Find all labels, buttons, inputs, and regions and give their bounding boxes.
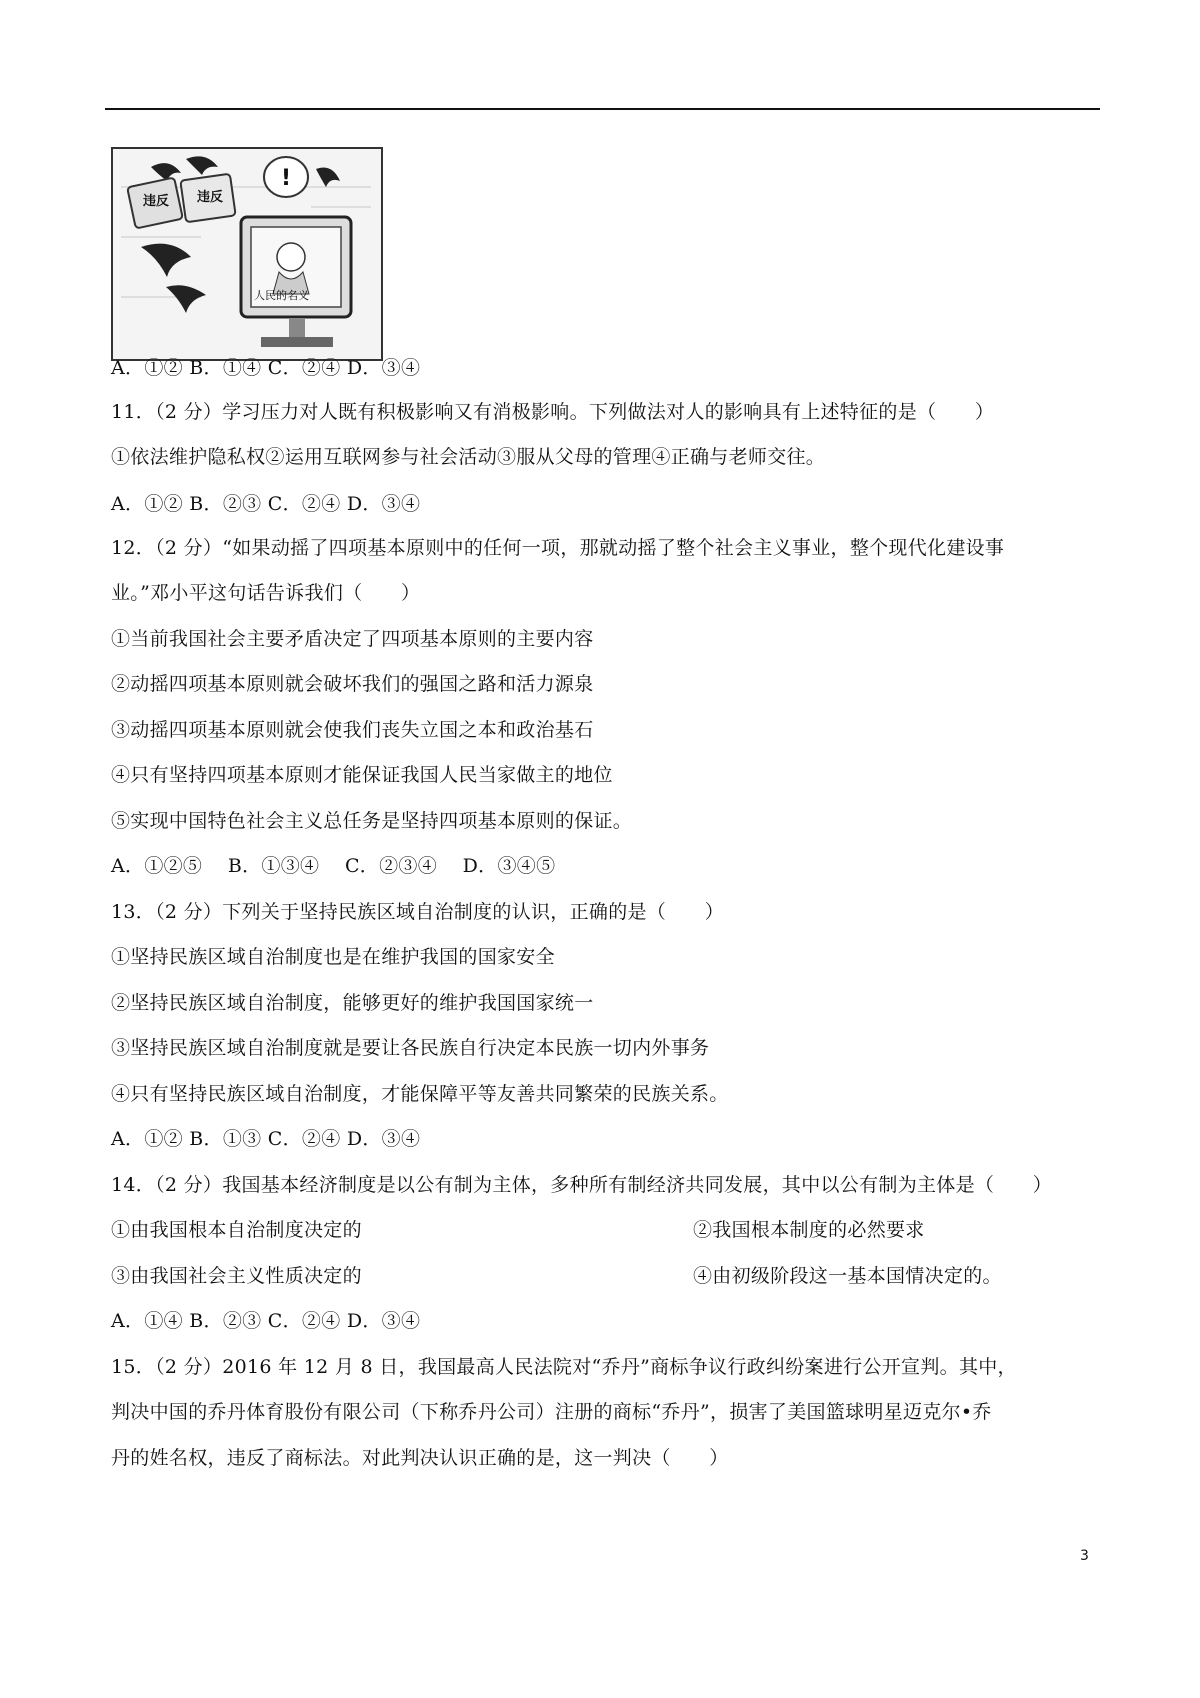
q13-item-2: ②坚持民族区域自治制度，能够更好的维护我国国家统一 xyxy=(111,992,594,1014)
q14-row-2 xyxy=(111,1263,1002,1289)
q13-stem: 13．（2 分）下列关于坚持民族区域自治制度的认识，正确的是（ ） xyxy=(111,901,725,923)
q14-item-1: ①由我国根本自治制度决定的 xyxy=(111,1219,362,1241)
header-rule xyxy=(105,108,1100,110)
cartoon-svg xyxy=(111,147,383,361)
q13-item-4: ④只有坚持民族区域自治制度，才能保障平等友善共同繁荣的民族关系。 xyxy=(111,1083,729,1105)
page-number: 3 xyxy=(1080,1548,1089,1564)
q12-item-3: ③动摇四项基本原则就会使我们丧失立国之本和政治基石 xyxy=(111,719,594,741)
q11-stem: 11．（2 分）学习压力对人既有积极影响又有消极影响。下列做法对人的影响具有上述特征的是（ ） xyxy=(111,401,995,423)
q12-options: A．①②⑤ B．①③④ C．②③④ D．③④⑤ xyxy=(111,855,556,877)
q15-line-1: 15．（2 分）2016 年 12 月 8 日，我国最高人民法院对“乔丹”商标争议行政纠纷案进行公开宣判。其中， xyxy=(111,1356,1017,1378)
book-label-1: 违反 xyxy=(143,194,170,209)
q14-item-4: ④由初级阶段这一基本国情决定的。 xyxy=(693,1265,1002,1287)
q14-options: A．①④ B．②③ C．②④ D．③④ xyxy=(111,1310,421,1332)
cartoon-illustration xyxy=(111,147,383,361)
q13-item-1: ①坚持民族区域自治制度也是在维护我国的国家安全 xyxy=(111,946,555,968)
q15-line-3: 丹的姓名权，违反了商标法。对此判决认识正确的是，这一判决（ ） xyxy=(111,1447,729,1469)
q13-options: A．①② B．①③ C．②④ D．③④ xyxy=(111,1128,421,1150)
q10-options: A．①② B．①④ C．②④ D．③④ xyxy=(111,357,421,379)
q14-item-3: ③由我国社会主义性质决定的 xyxy=(111,1265,362,1287)
q14-item-2: ②我国根本制度的必然要求 xyxy=(693,1219,925,1241)
q11-options: A．①② B．②③ C．②④ D．③④ xyxy=(111,493,421,515)
exclamation-mark: ! xyxy=(281,166,292,191)
q12-item-2: ②动摇四项基本原则就会破坏我们的强国之路和活力源泉 xyxy=(111,673,594,695)
q15-line-2: 判决中国的乔丹体育股份有限公司（下称乔丹公司）注册的商标“乔丹”，损害了美国篮球明星迈克尔•乔 xyxy=(111,1401,992,1423)
q11-items: ①依法维护隐私权②运用互联网参与社会活动③服从父母的管理④正确与老师交往。 xyxy=(111,446,826,468)
q12-item-5: ⑤实现中国特色社会主义总任务是坚持四项基本原则的保证。 xyxy=(111,810,633,832)
q12-stem-line1: 12．（2 分）“如果动摇了四项基本原则中的任何一项，那就动摇了整个社会主义事业，整个现代化建设事 xyxy=(111,537,1005,559)
screen-caption: 人民的名义 xyxy=(254,289,309,302)
q12-stem-line2: 业。”邓小平这句话告诉我们（ ） xyxy=(111,582,421,604)
q13-item-3: ③坚持民族区域自治制度就是要让各民族自行决定本民族一切内外事务 xyxy=(111,1037,710,1059)
q12-item-4: ④只有坚持四项基本原则才能保证我国人民当家做主的地位 xyxy=(111,764,613,786)
q12-item-1: ①当前我国社会主要矛盾决定了四项基本原则的主要内容 xyxy=(111,628,594,650)
book-label-2: 违反 xyxy=(197,190,224,205)
q14-row-1 xyxy=(111,1217,925,1243)
q14-stem: 14．（2 分）我国基本经济制度是以公有制为主体，多种所有制经济共同发展，其中以公有制为主体是（ ） xyxy=(111,1174,1053,1196)
